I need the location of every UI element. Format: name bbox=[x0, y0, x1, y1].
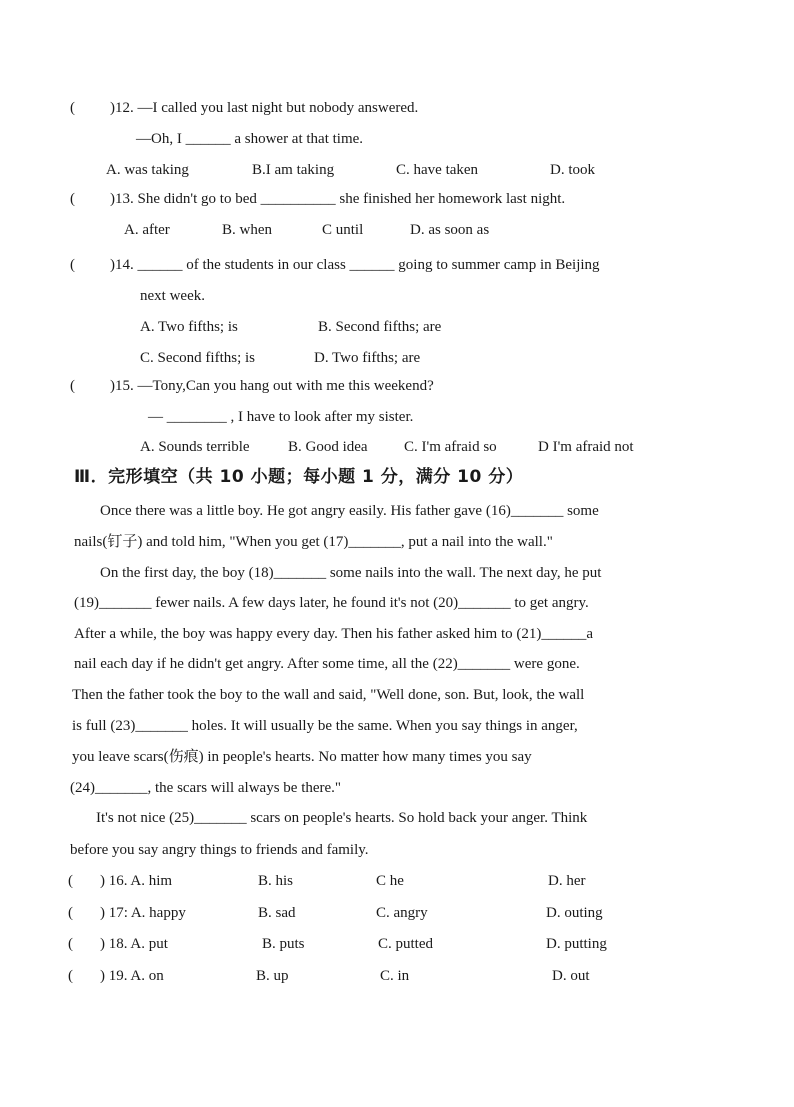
question-13-option-a: A. after bbox=[124, 222, 170, 238]
cloze-19-option-b: B. up bbox=[256, 968, 289, 984]
passage-line-11: It's not nice (25)_______ scars on people's hearts. So hold back your anger. Think bbox=[96, 810, 588, 826]
question-15-option-c: C. I'm afraid so bbox=[404, 439, 497, 455]
passage-line-2: nails(钉子) and told him, "When you get (17)_______, put a nail into the wall." bbox=[74, 534, 553, 550]
passage-line-10: (24)_______, the scars will always be there." bbox=[70, 780, 342, 796]
passage-line-12: before you say angry things to friends and family. bbox=[70, 842, 369, 858]
passage-line-7: Then the father took the boy to the wall and said, "Well done, son. But, look, the wall bbox=[72, 687, 585, 703]
question-15-option-d: D I'm afraid not bbox=[538, 439, 634, 455]
cloze-16-option-c: C he bbox=[376, 873, 404, 889]
answer-paren-16: ( bbox=[68, 873, 73, 889]
question-14-option-a: A. Two fifths; is bbox=[140, 319, 238, 335]
cloze-19-option-c: C. in bbox=[380, 968, 410, 984]
question-14-stem-continued: next week. bbox=[140, 288, 205, 304]
question-14-option-c: C. Second fifths; is bbox=[140, 350, 255, 366]
question-12-stem: )12. —I called you last night but nobody answered. bbox=[110, 100, 419, 116]
question-14-option-d: D. Two fifths; are bbox=[314, 350, 421, 366]
cloze-18-option-d: D. putting bbox=[546, 936, 607, 952]
question-14-stem: )14. ______ of the students in our class ______ going to summer camp in Beijing bbox=[110, 257, 600, 273]
question-12-option-a: A. was taking bbox=[106, 162, 189, 178]
cloze-16-option-b: B. his bbox=[258, 873, 294, 889]
question-13-option-b: B. when bbox=[222, 222, 272, 238]
answer-paren-18: ( bbox=[68, 936, 73, 952]
cloze-18-option-a: ) 18. A. put bbox=[100, 936, 168, 952]
question-13-option-c: C until bbox=[322, 222, 364, 238]
passage-line-9: you leave scars(伤痕) in people's hearts. No matter how many times you say bbox=[72, 749, 532, 765]
answer-paren-15: ( bbox=[70, 378, 75, 394]
passage-line-6: nail each day if he didn't get angry. After some time, all the (22)_______ were gone. bbox=[74, 656, 580, 672]
question-12-option-c: C. have taken bbox=[396, 162, 479, 178]
passage-line-1: Once there was a little boy. He got angry easily. His father gave (16)_______ some bbox=[100, 503, 599, 519]
cloze-19-option-d: D. out bbox=[552, 968, 590, 984]
answer-paren-19: ( bbox=[68, 968, 73, 984]
passage-line-4: (19)_______ fewer nails. A few days later, he found it's not (20)_______ to get angry. bbox=[74, 595, 589, 611]
cloze-19-option-a: ) 19. A. on bbox=[100, 968, 164, 984]
cloze-16-option-a: ) 16. A. him bbox=[100, 873, 173, 889]
cloze-17-option-a: ) 17: A. happy bbox=[100, 905, 186, 921]
answer-paren-17: ( bbox=[68, 905, 73, 921]
question-13-stem: )13. She didn't go to bed __________ she finished her homework last night. bbox=[110, 191, 566, 207]
answer-paren-13: ( bbox=[70, 191, 75, 207]
cloze-17-option-b: B. sad bbox=[258, 905, 296, 921]
question-12-option-b: B.I am taking bbox=[252, 162, 335, 178]
question-12-reply: —Oh, I ______ a shower at that time. bbox=[136, 131, 364, 147]
cloze-18-option-b: B. puts bbox=[262, 936, 305, 952]
cloze-17-option-d: D. outing bbox=[546, 905, 603, 921]
cloze-17-option-c: C. angry bbox=[376, 905, 428, 921]
answer-paren-12: ( bbox=[70, 100, 75, 116]
cloze-18-option-c: C. putted bbox=[378, 936, 433, 952]
answer-paren-14: ( bbox=[70, 257, 75, 273]
question-14-option-b: B. Second fifths; are bbox=[318, 319, 442, 335]
question-15-option-a: A. Sounds terrible bbox=[140, 439, 250, 455]
section-heading-cloze: Ⅲ．完形填空（共 10 小题；每小题 1 分，满分 10 分） bbox=[74, 467, 524, 487]
question-15-option-b: B. Good idea bbox=[288, 439, 368, 455]
question-12-option-d: D. took bbox=[550, 162, 595, 178]
question-15-reply: — ________ , I have to look after my sister. bbox=[148, 409, 414, 425]
question-13-option-d: D. as soon as bbox=[410, 222, 490, 238]
passage-line-5: After a while, the boy was happy every day. Then his father asked him to (21)______a bbox=[74, 626, 594, 642]
question-15-stem: )15. —Tony,Can you hang out with me this weekend? bbox=[110, 378, 434, 394]
cloze-16-option-d: D. her bbox=[548, 873, 586, 889]
passage-line-3: On the first day, the boy (18)_______ some nails into the wall. The next day, he put bbox=[100, 565, 602, 581]
passage-line-8: is full (23)_______ holes. It will usually be the same. When you say things in anger, bbox=[72, 718, 578, 734]
